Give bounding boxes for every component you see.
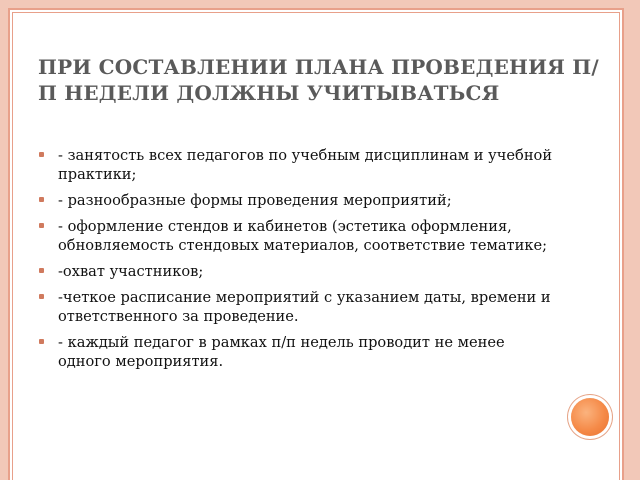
top-decor-band [0,0,640,8]
bullet-marker-icon [39,268,44,273]
bullet-marker-icon [39,152,44,157]
slide-title: ПРИ СОСТАВЛЕНИИ ПЛАНА ПРОВЕДЕНИЯ П/П НЕДЕЛИ ДОЛЖНЫ УЧИТЫВАТЬСЯ [38,55,599,105]
bullet-text: -охват участников; [58,263,204,280]
orange-circle-decoration [571,398,609,436]
bullet-marker-icon [39,223,44,228]
bullet-marker-icon [39,197,44,202]
bullet-item [38,262,558,281]
bullet-text: - каждый педагог в рамках п/п недель проводит не менее одного мероприятия. [58,334,505,370]
bullet-item [38,146,558,184]
bullet-marker-icon [39,294,44,299]
right-decor-band [624,0,640,480]
left-decor-band [0,0,8,480]
bullet-item [38,333,558,371]
bullet-text: - занятость всех педагогов по учебным дисциплинам и учебной практики; [58,147,553,183]
bullet-marker-icon [39,339,44,344]
bullet-item [38,217,558,255]
bullet-text: - оформление стендов и кабинетов (эстетика оформления, обновляемость стендовых материалов, соответствие тематике; [58,218,547,254]
bullet-list [38,146,558,378]
bullet-text: -четкое расписание мероприятий с указанием даты, времени и ответственного за проведение. [58,289,551,325]
bullet-item [38,191,558,210]
bullet-text: - разнообразные формы проведения мероприятий; [58,192,452,209]
bullet-item [38,288,558,326]
